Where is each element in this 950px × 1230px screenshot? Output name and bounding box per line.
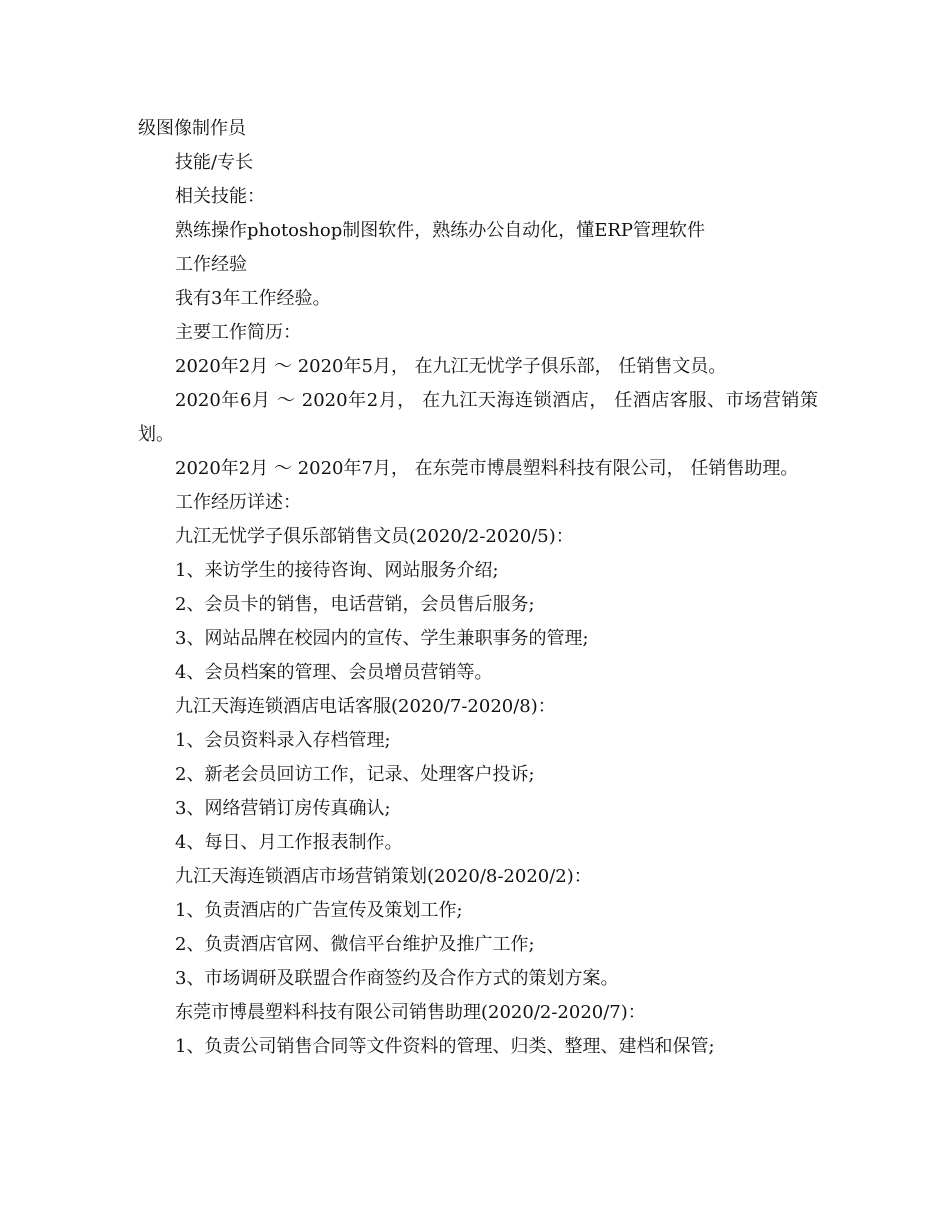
experience-years: 我有3年工作经验。 bbox=[175, 288, 331, 309]
skills-heading: 技能/专长 bbox=[175, 152, 254, 173]
job-3-duty-1: 1、负责酒店的广告宣传及策划工作; bbox=[175, 900, 463, 921]
job-title-2: 九江天海连锁酒店电话客服(2020/7-2020/8)： bbox=[175, 696, 556, 717]
job-2-duty-3: 3、网络营销订房传真确认; bbox=[175, 798, 391, 819]
skills-label: 相关技能： bbox=[175, 186, 265, 207]
job-1-duty-2: 2、会员卡的销售，电话营销，会员售后服务; bbox=[175, 594, 535, 615]
document-body bbox=[138, 112, 818, 1064]
job-2-duty-1: 1、会员资料录入存档管理; bbox=[175, 730, 391, 751]
resume-item-1: 2020年2月 ～ 2020年5月， 在九江无忧学子俱乐部， 任销售文员。 bbox=[175, 356, 727, 377]
job-1-duty-4: 4、会员档案的管理、会员增员营销等。 bbox=[175, 662, 493, 683]
detail-heading: 工作经历详述： bbox=[175, 492, 301, 513]
job-1-duty-1: 1、来访学生的接待咨询、网站服务介绍; bbox=[175, 560, 499, 581]
experience-heading: 工作经验 bbox=[175, 254, 247, 275]
continued-line: 级图像制作员 bbox=[138, 118, 246, 139]
job-1-duty-3: 3、网站品牌在校园内的宣传、学生兼职事务的管理; bbox=[175, 628, 589, 649]
job-2-duty-2: 2、新老会员回访工作，记录、处理客户投诉; bbox=[175, 764, 535, 785]
job-2-duty-4: 4、每日、月工作报表制作。 bbox=[175, 832, 403, 853]
resume-heading: 主要工作简历： bbox=[175, 322, 301, 343]
job-title-3: 九江天海连锁酒店市场营销策划(2020/8-2020/2)： bbox=[175, 866, 592, 887]
job-3-duty-3: 3、市场调研及联盟合作商签约及合作方式的策划方案。 bbox=[175, 968, 619, 989]
job-title-1: 九江无忧学子俱乐部销售文员(2020/2-2020/5)： bbox=[175, 526, 574, 547]
job-4-duty-1: 1、负责公司销售合同等文件资料的管理、归类、整理、建档和保管; bbox=[175, 1036, 715, 1057]
resume-item-2: 2020年6月 ～ 2020年2月， 在九江天海连锁酒店， 任酒店客服、市场营销策划。 bbox=[138, 390, 818, 445]
job-title-4: 东莞市博晨塑料科技有限公司销售助理(2020/2-2020/7)： bbox=[175, 1002, 646, 1023]
job-3-duty-2: 2、负责酒店官网、微信平台维护及推广工作; bbox=[175, 934, 535, 955]
skills-text: 熟练操作photoshop制图软件，熟练办公自动化，懂ERP管理软件 bbox=[175, 220, 706, 241]
resume-item-3: 2020年2月 ～ 2020年7月， 在东莞市博晨塑料科技有限公司， 任销售助理。 bbox=[175, 458, 799, 479]
